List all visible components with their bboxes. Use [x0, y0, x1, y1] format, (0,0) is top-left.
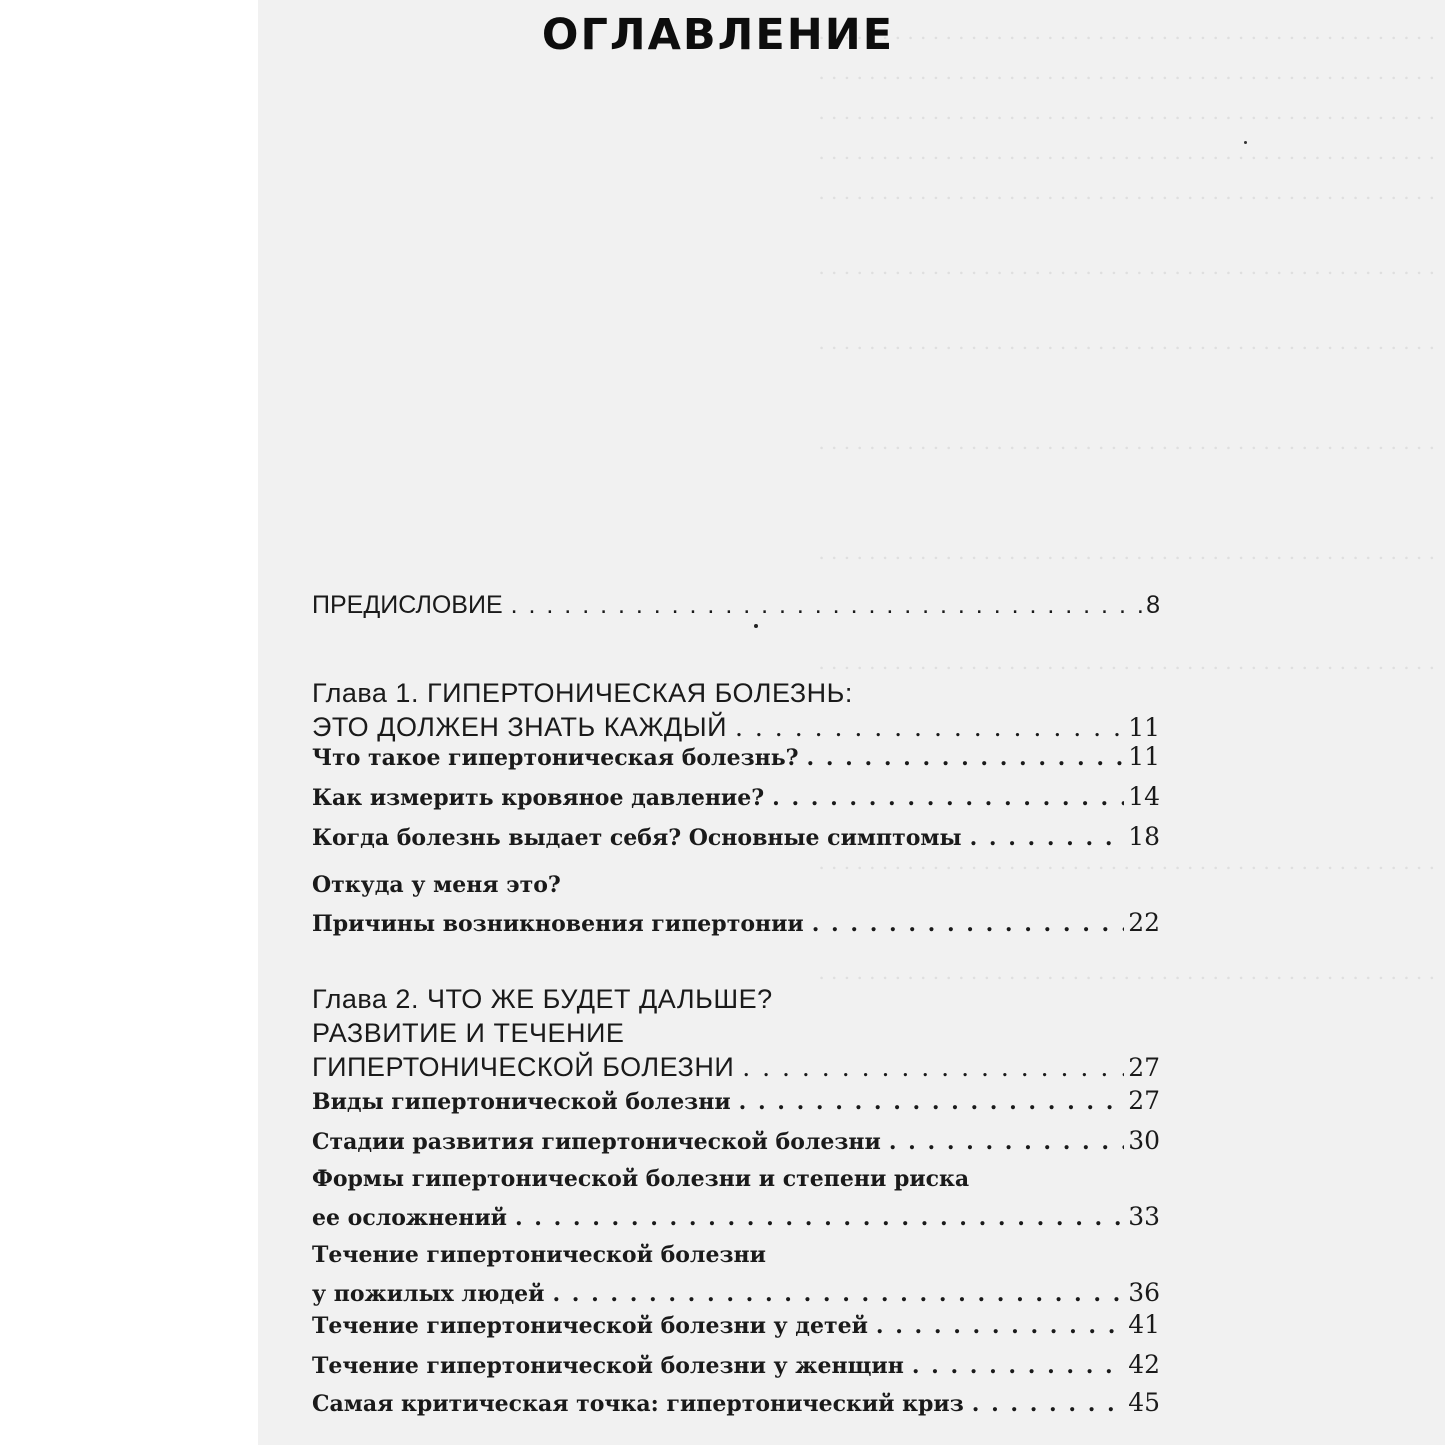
bleed-through-text: . . . . . . . . . . . . . . . . . . . . . . . . . . . . . . . . . . . . . . . . . . . . . . . . . . . . . . . . . . . . . . . . . . . . . . . . . . . . . . . . . . . . . . . . . . . . . . . . . . . . . . . . . . . . . . . . . . . . . . . . . . . . . . . . . . . . . . . . . . . . . . . . . . . . . . . . . . . . . . . . . . . . . . . . . . . . . . . . . . . . . . . . . . . . . . . . . . . . . . . . . . . . . . . . . . . . . . . . . . . . . . . . . . . . . . . . . . . . . . . . . . . . . . . . . . . . . . . . . . . . . . . . . . . . . . . . . . . . . . . . . . . . . . . . . . . . . . . . . . . . . . . . . . . . . . . . . . . . . . . . . . . . . . . . . . . . . . . . . . . . . . . . . . . . . . . . . . . . . . . . . . . . . . . . . . . . . . . . . . . . . . . . . . . . . . . . . . . . . . . . . . . . . . . . . . . . . . . . . . . . . . . . . . . . . . . . . . . . . . . . . . . . . . . . . . . . . . . . . . . . . . . . . . . . . . . . . . . . . . . . . . . . . . . . . . . . . . . . . . . . . . . . . . . . . . . . . . . . . . . . . . . . . . . . . . . . . . . . . . . . . . . . . . . . . . . . . . . . . . . . . . . . . . . . . . . . . . . . . . . . . . . . . . . . [818, 20, 1435, 984]
chapter-heading-line: Глава 2. ЧТО ЖЕ БУДЕТ ДАЛЬШЕ? [312, 984, 773, 1014]
toc-entry-section[interactable] [312, 738, 1160, 776]
book-page [258, 0, 1445, 1445]
toc-entry-section[interactable] [312, 1122, 1160, 1160]
toc-entry-chapter-2[interactable] [312, 980, 1160, 1086]
page-number: 36 [1128, 1278, 1160, 1307]
dot-leader [889, 1123, 1124, 1161]
entry-label: Течение гипертонической болезни у женщин [312, 1353, 904, 1379]
entry-label: Что такое гипертоническая болезнь? [312, 745, 799, 771]
entry-label: Стадии развития гипертонической болезни [312, 1129, 881, 1155]
page-number: 18 [1128, 822, 1160, 851]
entry-label: Как измерить кровяное давление? [312, 785, 765, 811]
page-number: 14 [1128, 782, 1160, 811]
entry-label: Откуда у меня это? [312, 872, 561, 898]
toc-entry-section[interactable] [312, 778, 1160, 816]
toc-entry-section[interactable] [312, 1160, 1160, 1236]
page-number: 22 [1128, 908, 1160, 937]
chapter-heading-line: РАЗВИТИЕ И ТЕЧЕНИЕ [312, 1018, 625, 1048]
entry-label: ПРЕДИСЛОВИЕ [312, 591, 503, 619]
dot-leader [739, 1083, 1125, 1121]
entry-label: Течение гипертонической болезни [312, 1242, 766, 1268]
toc-entry-section[interactable] [312, 1346, 1160, 1384]
chapter-heading-line: ЭТО ДОЛЖЕН ЗНАТЬ КАЖДЫЙ [312, 712, 728, 742]
toc-entry-section[interactable] [312, 1384, 1160, 1422]
page-number: 41 [1128, 1310, 1160, 1339]
chapter-heading-line: ГИПЕРТОНИЧЕСКОЙ БОЛЕЗНИ [312, 1052, 735, 1082]
toc-entry-section[interactable] [312, 1082, 1160, 1120]
dot-leader [812, 905, 1124, 943]
entry-label: Самая критическая точка: гипертонический криз [312, 1391, 964, 1417]
dot-leader [972, 1385, 1124, 1423]
page-number: 30 [1128, 1126, 1160, 1155]
dot-leader [807, 739, 1125, 777]
page-number: 42 [1128, 1350, 1160, 1379]
entry-label: Течение гипертонической болезни у детей [312, 1313, 868, 1339]
toc-entry-preface[interactable] [312, 586, 1160, 624]
chapter-heading-line: Глава 1. ГИПЕРТОНИЧЕСКАЯ БОЛЕЗНЬ: [312, 678, 853, 708]
entry-label: Виды гипертонической болезни [312, 1089, 731, 1115]
toc-entry-section[interactable] [312, 866, 1160, 942]
print-speck [754, 624, 758, 628]
page-number: 11 [1128, 713, 1160, 742]
entry-label: у пожилых людей [312, 1281, 545, 1307]
entry-label: ее осложнений [312, 1205, 507, 1231]
page-number: 45 [1128, 1388, 1160, 1417]
dot-leader [876, 1307, 1124, 1345]
entry-label: Когда болезнь выдает себя? Основные симптомы [312, 825, 962, 851]
print-speck [1244, 141, 1247, 144]
page-title: ОГЛАВЛЕНИЕ [541, 10, 895, 60]
page-number: 8 [1146, 591, 1160, 619]
dot-leader [912, 1347, 1124, 1385]
dot-leader [772, 779, 1124, 817]
toc-entry-section[interactable] [312, 818, 1160, 856]
page-number: 33 [1128, 1202, 1160, 1231]
page-number: 27 [1128, 1053, 1160, 1082]
dot-leader [511, 586, 1142, 624]
page-number: 11 [1128, 742, 1160, 771]
entry-label: Формы гипертонической болезни и степени риска [312, 1166, 970, 1192]
toc-entry-chapter-1[interactable] [312, 674, 1160, 746]
entry-label: Причины возникновения гипертонии [312, 911, 804, 937]
toc-entry-section[interactable] [312, 1236, 1160, 1312]
dot-leader [970, 819, 1125, 857]
page-number: 27 [1128, 1086, 1160, 1115]
dot-leader [515, 1199, 1124, 1237]
toc-entry-section[interactable] [312, 1306, 1160, 1344]
